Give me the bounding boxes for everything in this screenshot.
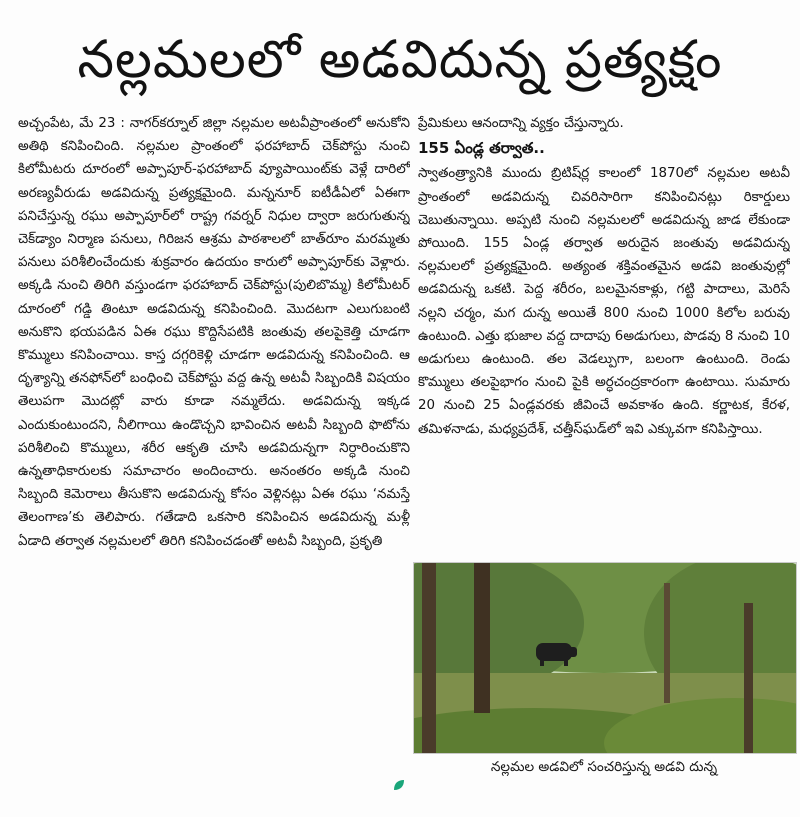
headline: నల్లమలలో అడవిదున్న ప్రత్యక్షం <box>77 30 723 90</box>
photo-tree-trunk-2 <box>474 563 490 713</box>
forest-bison-illustration <box>414 563 796 753</box>
subheading: 155 ఏండ్ల తర్వాత.. <box>418 139 545 158</box>
news-photo <box>413 562 797 754</box>
photo-bison-leg-2 <box>564 658 568 666</box>
next-article-cutoff <box>0 786 800 817</box>
photo-tree-trunk-3 <box>744 603 753 753</box>
right-column <box>418 112 790 562</box>
photo-caption: నల్లమల అడవిలో సంచరిస్తున్న అడవి దున్న <box>490 759 718 775</box>
right-column-body: స్వాతంత్ర్యానికి ముందు బ్రిటిష్‌ర్ల కాలంలో 1870లో నల్లమల అటవీ ప్రాంతంలో అడవిదున్న చివరిసారిగా కనిపించినట్లు రికార్డులు చెబుతున్నాయి. అప్పటి నుంచి నల్లమలలో అడవిదున్న జాడ లేకుండా పోయింది. 155 ఏండ్ల తర్వాత అరుదైన జంతువు అడవిదున్న నల్లమలలో ప్రత్యక్షమైంది. అత్యంత శక్తివంతమైన అడవి జంతువుల్లో అడవిదున్న ఒకటి. పెద్ద శరీరం, బలమైనకాళ్లు, గట్టి పాదాలు, మెరిసే నల్లని చర్మం, మగ దున్న అయితే 800 నుంచి 1000 కిలోల బరువు ఉంటుంది. ఎత్తు భుజాల వద్ద దాదాపు 6అడుగులు, పొడవు 8 నుంచి 10 అడుగులు ఉంటుంది. తల వెడల్పుగా, బలంగా ఉంటుంది. రెండు కొమ్ములు తలపైభాగం నుంచి పైకి అర్ధచంద్రకారంగా ఉంటాయి. సుమారు 20 నుంచి 25 ఏండ్లవరకు జీవించే అవకాశం ఉంది. కర్ణాటక, కేరళ, తమిళనాడు, మధ్యప్రదేశ్, చత్తీస్‌ఘడ్‌లో ఇవి ఎక్కువగా కనిపిస్తాయి. <box>418 166 790 437</box>
left-column <box>18 112 410 772</box>
photo-tree-trunk-4 <box>664 583 670 703</box>
photo-bison-head <box>567 647 577 657</box>
photo-tree-trunk-1 <box>422 563 436 753</box>
right-column-intro: ప్రేమికులు ఆనందాన్ని వ్యక్తం చేస్తున్నారు. <box>418 116 624 131</box>
left-column-body: అచ్చంపేట, మే 23 : నాగర్‌కర్నూల్ జిల్లా నల్లమల అటవీప్రాంతంలో అనుకోని అతిథి కనిపించింది. నల్లమల ప్రాంతంలో ఫరహాబాద్ చెక్‌పోస్టు నుంచి కిలోమీటరు దూరంలో అప్పాపూర్-ఫరహాబాద్ వ్యూపాయింట్‌కు వెళ్లే దారిలో అరణ్యవీరుడు అడవిదున్న ప్రత్యక్షమైంది. మన్ననూర్ ఐటీడీఏలో ఏఈగా పనిచేస్తున్న రఘు అప్పాపూర్‌లో రాష్ట్ర గవర్నర్ నిధుల ద్వారా జరుగుతున్న చెక్‌డ్యాం నిర్మాణ పనులు, గిరిజన ఆశ్రమ పాఠశాలలో బాత్‌రూం మరమ్మతు పనులు పరిశీలించేందుకు శుక్రవారం ఉదయం కారులో అప్పాపూర్‌కు వెళ్లారు. అక్కడి నుంచి తిరిగి వస్తుండగా ఫరహాబాద్ చెక్‌పోస్టు(పులిబొమ్మ) కిలోమీటర్ దూరంలో గడ్డి తింటూ అడవిదున్న కనిపించింది. మొదటగా ఎలుగుబంటి అనుకొని భయపడిన ఏఈ రఘు కొద్దిసేపటికి జంతువు తలపైకెత్తి చూడగా కొమ్ములు కనిపించాయి. కాస్త దగ్గరికెళ్లి చూడగా అడవిదున్న కనిపించింది. ఆ దృశ్యాన్ని తనఫోన్‌లో బంధించి చెక్‌పోస్టు వద్ద ఉన్న అటవీ సిబ్బందికి విషయం తెలుపగా మొదట్లో వారు కూడా నమ్మలేదు. అడవిదున్న ఇక్కడ ఎందుకుంటుందని, నీలిగాయి ఉండొచ్చని భావించిన అటవీ సిబ్బంది ఫొటోను పరిశీలించి కొమ్ములు, శరీర ఆకృతి చూసి అడవిదున్నగా నిర్ధారించుకొని ఉన్నతాధికారులకు సమాచారం అందించారు. అనంతరం అక్కడి నుంచి సిబ్బంది కెమెరాలు తీసుకొని అడవిదున్న కోసం వెళ్లినట్లు ఏఈ రఘు ‘నమస్తే తెలంగాణ’కు తెలిపారు. గతేడాది ఒకసారి కనిపించిన అడవిదున్న మళ్లీ ఏడాది తర్వాత నల్లమలలో తిరిగి కనిపించడంతో అటవీ సిబ్బంది, ప్రకృతి <box>18 116 410 549</box>
photo-bison-leg-1 <box>540 658 544 666</box>
